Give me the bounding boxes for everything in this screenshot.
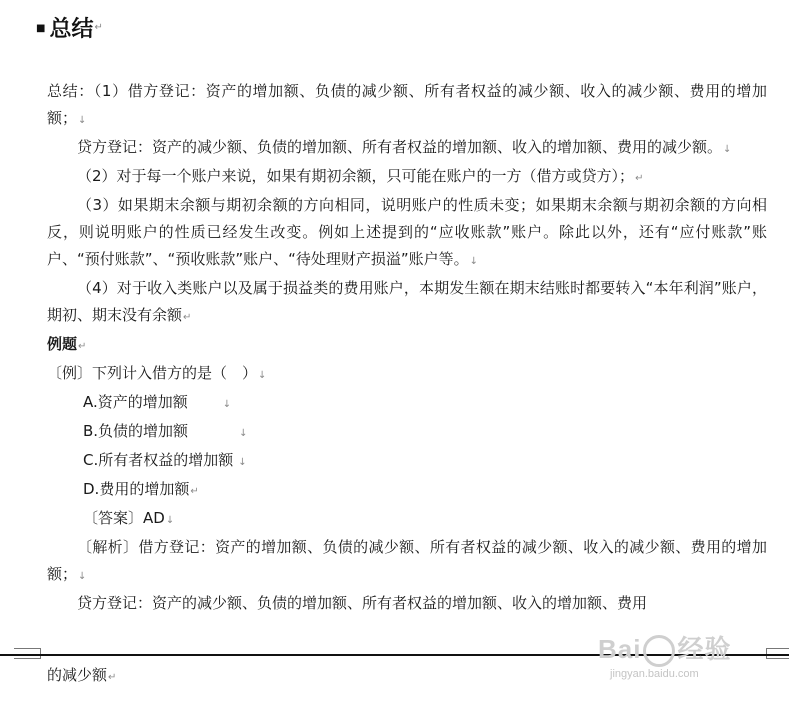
paragraph-mark-icon: ↵ xyxy=(635,173,644,184)
line-break-icon: ↓ xyxy=(222,399,232,410)
summary-text-3: （2）对于每一个账户来说，如果有期初余额，只可能在账户的一方（借方或贷方）； xyxy=(77,167,635,185)
paragraph-mark-icon: ↵ xyxy=(183,312,192,323)
heading-title: 总结 xyxy=(49,17,94,42)
option-b-text: B.负债的增加额 xyxy=(83,422,189,440)
line-break-icon: ↓ xyxy=(78,571,87,582)
example-title xyxy=(47,331,767,360)
summary-text-5: （4）对于收入类账户以及属于损益类的费用账户，本期发生额在期末结账时都要转入“本年利润”账户，期初、期末没有余额 xyxy=(47,279,767,324)
option-d-text: D.费用的增加额 xyxy=(83,480,190,498)
summary-text-1: 总结：（1）借方登记：资产的增加额、负债的减少额、所有者权益的减少额、收入的减少额、费用的增加额； xyxy=(47,82,767,127)
option-c-text: C.所有者权益的增加额 xyxy=(83,451,234,469)
line-break-icon: ↓ xyxy=(239,428,248,439)
summary-paragraph-1 xyxy=(47,78,767,134)
watermark-url: jingyan.baidu.com xyxy=(610,668,699,681)
answer-line xyxy=(47,505,767,534)
example-title-text: 例题 xyxy=(47,335,78,353)
line-break-icon: ↓ xyxy=(258,370,267,381)
example-question-text: 〔例〕下列计入借方的是（ ） xyxy=(47,364,258,382)
summary-paragraph-2 xyxy=(47,134,767,163)
option-a-text: A.资产的增加额 xyxy=(83,393,188,411)
line-break-icon: ↓ xyxy=(238,457,247,468)
option-a xyxy=(47,389,767,418)
paragraph-mark-icon: ↵ xyxy=(190,486,199,497)
paragraph-mark-icon: ↵ xyxy=(94,22,103,33)
analysis-text-2: 贷方登记：资产的减少额、负债的增加额、所有者权益的增加额、收入的增加额、费用 xyxy=(77,594,648,612)
summary-paragraph-4 xyxy=(47,192,767,275)
heading-bullet-icon: ■ xyxy=(36,23,46,34)
example-question xyxy=(47,360,767,389)
option-c xyxy=(47,447,767,476)
analysis-text-1: 〔解析〕借方登记：资产的增加额、负债的减少额、所有者权益的减少额、收入的减少额、费用的增加额； xyxy=(47,538,767,583)
analysis-paragraph-2 xyxy=(47,590,767,617)
analysis-paragraph-1 xyxy=(47,534,767,590)
summary-text-4: （3）如果期末余额与期初余额的方向相同，说明账户的性质未变；如果期末余额与期初余额的方向相反，则说明账户的性质已经发生改变。例如上述提到的“应收账款”账户。除此以外，还有“应付账款”账户、“预付账款”、“预收账款”账户、“待处理财产损溢”账户等。 xyxy=(47,196,767,268)
line-break-icon: ↓ xyxy=(165,515,175,526)
summary-paragraph-3 xyxy=(47,163,767,192)
paragraph-mark-icon: ↵ xyxy=(108,672,117,683)
option-d xyxy=(47,476,767,505)
watermark-brand-2: 经验 xyxy=(677,634,732,664)
paragraph-mark-icon: ↵ xyxy=(78,341,87,352)
watermark-brand: Bai xyxy=(598,634,642,664)
option-b xyxy=(47,418,767,447)
line-break-icon: ↓ xyxy=(469,256,479,267)
summary-paragraph-5 xyxy=(47,275,767,331)
baidu-watermark xyxy=(598,634,778,694)
next-page-text: 的减少额 xyxy=(47,666,108,684)
line-break-icon: ↓ xyxy=(78,115,87,126)
summary-block xyxy=(47,78,767,617)
paw-icon xyxy=(643,635,675,667)
summary-text-2: 贷方登记：资产的减少额、负债的增加额、所有者权益的增加额、收入的增加额、费用的减少额。 xyxy=(77,138,723,156)
line-break-icon: ↓ xyxy=(723,144,732,155)
section-heading xyxy=(36,12,103,43)
answer-text: 〔答案〕AD xyxy=(83,509,165,527)
